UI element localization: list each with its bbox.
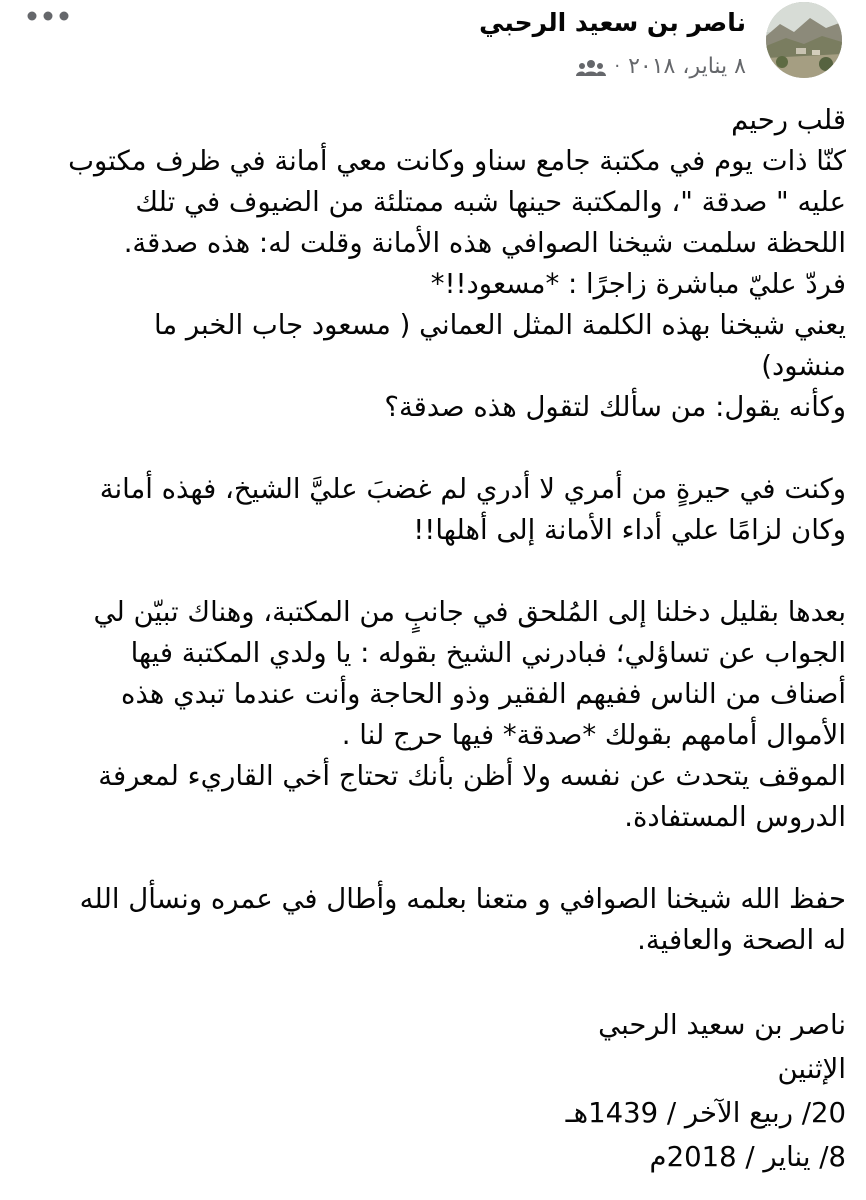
more-options-icon[interactable] <box>26 6 70 26</box>
paragraph-spacer <box>34 838 846 879</box>
signature-hijri-date: 20/ ربيع الآخر / 1439هـ <box>565 1097 846 1129</box>
avatar[interactable] <box>766 2 842 78</box>
post-line: اللحظة سلمت شيخنا الصوافي هذه الأمانة وقلت له: هذه صدقة. <box>123 227 846 259</box>
post-line: وكأنه يقول: من سألك لتقول هذه صدقة؟ <box>384 391 846 423</box>
post-line: منشود) <box>761 350 846 382</box>
post-line: أصناف من الناس ففيهم الفقير وذو الحاجة وأنت عندما تبدي هذه <box>121 678 846 710</box>
post-line: وكان لزامًا علي أداء الأمانة إلى أهلها!! <box>413 514 846 546</box>
signature-day: الإثنين <box>777 1053 846 1085</box>
post-line: بعدها بقليل دخلنا إلى المُلحق في جانبٍ من المكتبة، وهناك تبيّن لي <box>93 596 846 628</box>
post-line: يعني شيخنا بهذه الكلمة المثل العماني ( مسعود جاب الخبر ما <box>154 309 846 341</box>
paragraph-spacer <box>34 551 846 592</box>
post-line: الموقف يتحدث عن نفسه ولا أظن بأنك تحتاج أخي القاريء لمعرفة <box>98 760 846 792</box>
post-line: عليه " صدقة "، والمكتبة حينها شبه ممتلئة من الضيوف في تلك <box>135 186 846 218</box>
post-meta <box>576 54 746 79</box>
signature-block <box>34 1002 846 1178</box>
paragraph-spacer <box>34 961 846 1002</box>
signature-gregorian-date: 8/ يناير / 2018م <box>649 1141 846 1173</box>
post-line: فردّ عليّ مباشرة زاجرًا : *مسعود!!* <box>430 268 846 300</box>
post-body <box>34 100 846 1178</box>
post-line: الجواب عن تساؤلي؛ فبادرني الشيخ بقوله : يا ولدي المكتبة فيها <box>130 637 846 669</box>
signature-name: ناصر بن سعيد الرحبي <box>598 1009 846 1041</box>
post-line: الأموال أمامهم بقولك *صدقة* فيها حرج لنا . <box>341 719 846 751</box>
post-line: قلب رحيم <box>731 104 846 136</box>
post-line: كنّا ذات يوم في مكتبة جامع سناو وكانت معي أمانة في ظرف مكتوب <box>68 145 846 177</box>
paragraph-spacer <box>34 428 846 469</box>
post-author[interactable]: ناصر بن سعيد الرحبي <box>479 8 746 37</box>
post-line: وكنت في حيرةٍ من أمري لا أدري لم غضبَ عليَّ الشيخ، فهذه أمانة <box>99 473 846 505</box>
post-header <box>0 0 866 90</box>
post-line: الدروس المستفادة. <box>624 801 846 833</box>
avatar-image <box>766 2 842 78</box>
post-line: له الصحة والعافية. <box>637 924 846 956</box>
friends-icon[interactable] <box>576 58 606 76</box>
post-date[interactable]: ٨ يناير، ٢٠١٨ <box>628 54 746 79</box>
meta-separator: · <box>614 56 621 77</box>
post-line: حفظ الله شيخنا الصوافي و متعنا بعلمه وأطال في عمره ونسأل الله <box>79 883 846 915</box>
